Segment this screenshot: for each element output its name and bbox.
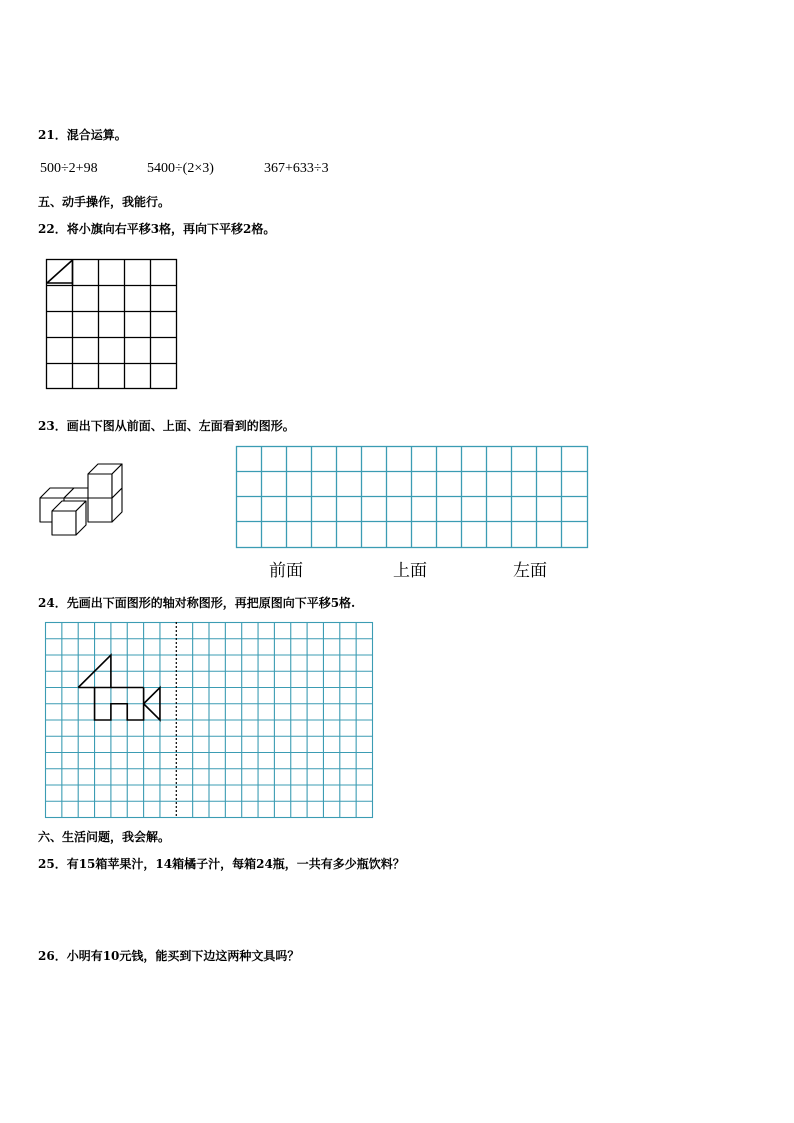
q23-answer-grid [236, 446, 589, 549]
q21-expr-1: 500÷2+98 [40, 161, 98, 176]
section-6-title: 六、生活问题，我会解。 [38, 830, 171, 844]
q23-title: 23．画出下图从前面、上面、左面看到的图形。 [38, 419, 295, 433]
q22-title: 22．将小旗向右平移3格，再向下平移2格。 [38, 222, 276, 236]
q21-expr-2: 5400÷(2×3) [147, 161, 214, 176]
q21-expr-3: 367+633÷3 [264, 161, 329, 176]
q24-title: 24．先画出下面图形的轴对称图形，再把原图向下平移5格. [38, 596, 356, 610]
q23-cubes-figure [38, 460, 130, 538]
q22-flag-grid [46, 259, 178, 390]
label-top-view: 上面 [393, 561, 427, 581]
flag-shape [47, 260, 73, 286]
label-front-view: 前面 [269, 561, 303, 581]
label-left-view: 左面 [513, 561, 547, 581]
q25-title: 25．有15箱苹果汁，14箱橘子汁，每箱24瓶，一共有多少瓶饮料？ [38, 857, 405, 871]
q21-title: 21．混合运算。 [38, 128, 127, 142]
section-5-title: 五、动手操作，我能行。 [38, 195, 171, 209]
q26-title: 26．小明有10元钱，能买到下边这两种文具吗？ [38, 949, 300, 963]
q24-symmetry-grid [45, 622, 374, 819]
